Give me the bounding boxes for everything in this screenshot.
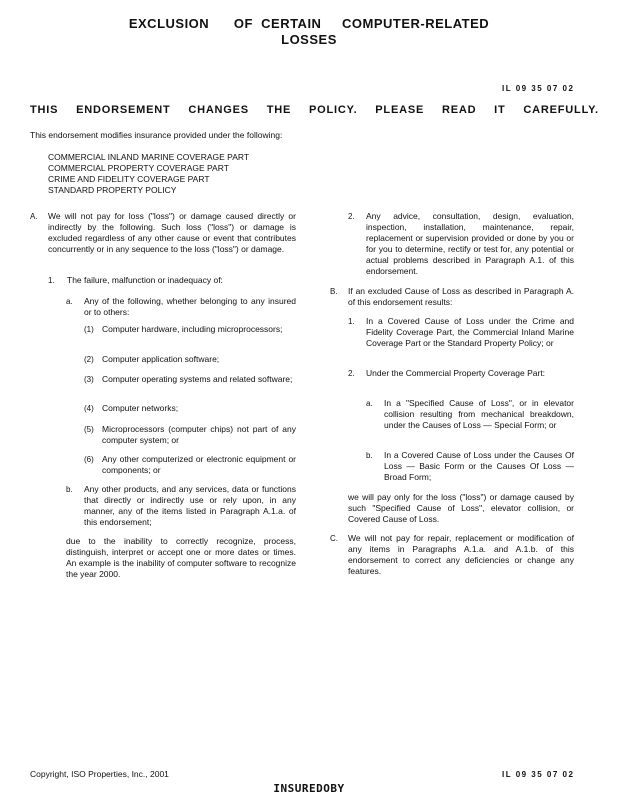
section-b2-text: Under the Commercial Property Coverage Part: [366,368,546,378]
section-c-text: We will not pay for repair, replacement or modification of any items in Paragraphs A.1.a. and A.1.b. of this endorsement to correct any deficiencies or change any features. [348,533,574,576]
coverage-part: COMMERCIAL INLAND MARINE COVERAGE PART [48,152,250,162]
section-a2-text: Any advice, consultation, design, evaluation, inspection, installation, maintenance, repair, replacement or supervision provided or done by you or for you to determine, rectify or test for, any potential or actual problems described in Paragraph A.1. of this endorsement. [366,211,574,276]
item-text: Microprocessors (computer chips) not part of any computer system; or [102,424,296,445]
section-a2-label: 2. [348,212,355,221]
section-a1-text: The failure, malfunction or inadequacy of: [67,275,223,285]
item-text: Computer application software; [102,354,220,364]
item-text: Computer hardware, including microprocessors; [102,324,283,334]
intro-text: This endorsement modifies insurance provided under the following: [30,130,283,140]
title-line-1: EXCLUSION OF CERTAIN COMPUTER-RELATED [128,16,490,31]
coverage-part: COMMERCIAL PROPERTY COVERAGE PART [48,163,229,173]
item-label: (5) [84,425,94,434]
section-a1b-text: Any other products, and any services, data or functions that directly or indirectly use or rely upon, in any manner, any of the items listed in Paragraph A.1.a. of this endorsement; [84,484,296,527]
section-a1a-text: Any of the following, whether belonging to any insured or to others: [84,296,296,317]
item-label: (3) [84,375,94,384]
section-a1-label: 1. [48,276,55,285]
section-b1-label: 1. [348,317,355,326]
section-a-label: A. [30,212,38,221]
section-b2a-label: a. [366,399,373,408]
item-label: (1) [84,325,94,334]
title-line-2: LOSSES [281,32,337,47]
section-b-text: If an excluded Cause of Loss as described in Paragraph A. of this endorsement results: [348,286,574,307]
coverage-parts-list [48,152,249,196]
payment-limitation-text: we will pay only for the loss ("loss") or damage caused by such "Specified Cause of Loss", elevator collision, or Covered Cause of Loss. [348,492,574,524]
date-recognition-text: due to the inability to correctly recognize, process, distinguish, interpret or accept one or more dates or times. An example is the inability of computer software to recognize the year 2000. [66,536,296,579]
form-number-top: IL 09 35 07 02 [502,84,575,93]
endorsement-notice: THIS ENDORSEMENT CHANGES THE POLICY. PLEASE READ IT CAREFULLY. [30,104,599,116]
section-b-label: B. [330,287,338,296]
copyright: Copyright, ISO Properties, Inc., 2001 [30,769,169,779]
brand-watermark: INSUREDOBY [273,782,345,795]
item-label: (2) [84,355,94,364]
section-b1-text: In a Covered Cause of Loss under the Crime and Fidelity Coverage Part, the Commercial Inland Marine Coverage Part or the Standard Property Policy; or [366,316,574,348]
item-text: Computer operating systems and related software; [102,374,293,384]
section-a1b-label: b. [66,485,73,494]
section-a-text: We will not pay for loss ("loss") or damage caused directly or indirectly by the following. Such loss ("loss") or damage is excluded regardless of any other cause or event that contributes concurrently or in any sequence to the loss ("loss") or damage. [48,211,296,254]
endorsement-title [0,16,618,48]
item-label: (6) [84,455,94,464]
section-b2b-text: In a Covered Cause of Loss under the Causes Of Loss — Basic Form or the Causes Of Loss — Broad Form; [384,450,574,482]
coverage-part: CRIME AND FIDELITY COVERAGE PART [48,174,210,184]
item-text: Computer networks; [102,403,179,413]
section-c-label: C. [330,534,338,543]
section-a1a-label: a. [66,297,73,306]
item-text: Any other computerized or electronic equipment or components; or [102,454,296,475]
section-b2b-label: b. [366,451,373,460]
section-b2a-text: In a "Specified Cause of Loss", or in elevator collision resulting from mechanical breakdown, under the Causes of Loss — Special Form; or [384,398,574,430]
item-label: (4) [84,404,94,413]
form-number-bottom: IL 09 35 07 02 [502,770,575,779]
section-b2-label: 2. [348,369,355,378]
coverage-part: STANDARD PROPERTY POLICY [48,185,177,195]
